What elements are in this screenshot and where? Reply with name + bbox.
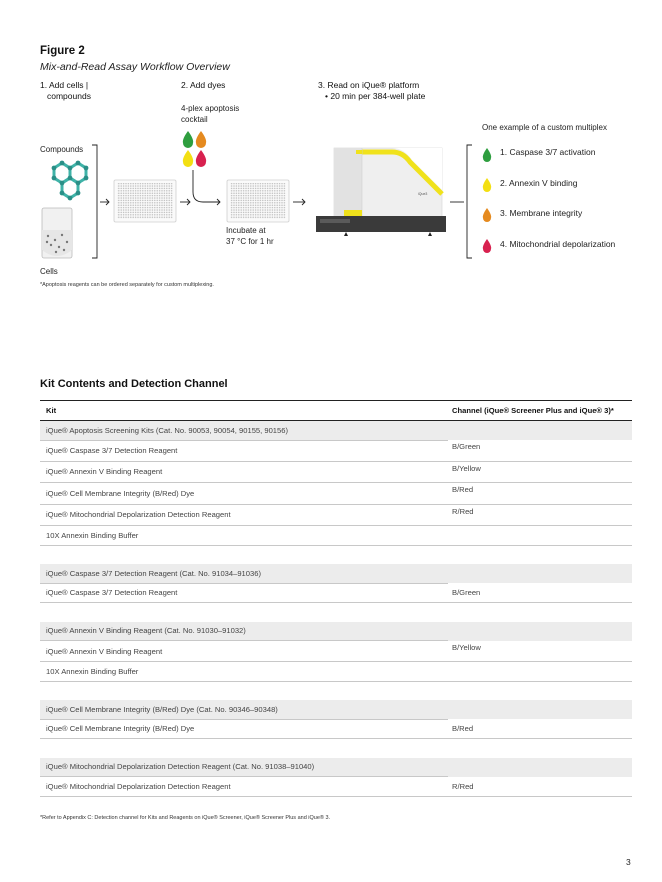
column-header-kit: Kit	[40, 401, 448, 421]
table-title: Kit Contents and Detection Channel	[40, 378, 228, 390]
cell-tube-icon	[42, 208, 72, 258]
multiplex-item-2: 2. Annexin V binding	[500, 178, 578, 188]
table-row: iQue® Annexin V Binding Reagent B/Yellow	[40, 641, 632, 662]
legend-orange-drop-icon	[483, 208, 491, 222]
ique-instrument-icon	[316, 148, 446, 236]
table-row: iQue® Cell Membrane Integrity (B/Red) Dye B/Red	[40, 719, 632, 739]
legend-yellow-drop-icon	[483, 178, 491, 192]
figure-subtitle: Mix-and-Read Assay Workflow Overview	[40, 61, 230, 73]
dye-droplets-icon	[183, 131, 206, 167]
compounds-label: Compounds	[40, 145, 84, 154]
table-row: iQue® Caspase 3/7 Detection Reagent B/Green	[40, 440, 632, 461]
table-row: iQue® Mitochondrial Depolarization Detection Reagent R/Red	[40, 777, 632, 797]
page-number: 3	[626, 857, 631, 867]
table-row: iQue® Mitochondrial Depolarization Detection Reagent R/Red	[40, 504, 632, 526]
microplate-icon	[114, 180, 176, 222]
step-2-note: 4-plex apoptosis cocktail	[181, 104, 240, 124]
table-row: iQue® Caspase 3/7 Detection Reagent B/Green	[40, 583, 632, 603]
multiplex-item-1: 1. Caspase 3/7 activation	[500, 147, 596, 157]
step-3-label: 3. Read on iQue® platform • 20 min per 384-well plate	[318, 80, 426, 101]
table-footnote: *Refer to Appendix C: Detection channel for Kits and Reagents on iQue® Screener, iQue® Screener Plus and iQue® 3.	[40, 815, 331, 821]
multiplex-item-3: 3. Membrane integrity	[500, 208, 583, 218]
column-header-channel: Channel (iQue® Screener Plus and iQue® 3)*	[448, 401, 632, 421]
table-group-row: iQue® Apoptosis Screening Kits (Cat. No. 90053, 90054, 90155, 90156)	[40, 421, 632, 441]
kit-contents-table	[40, 400, 632, 797]
instrument-brand-text: iQue3	[418, 192, 428, 196]
legend-green-drop-icon	[483, 148, 491, 162]
table-row: iQue® Annexin V Binding Reagent B/Yellow	[40, 461, 632, 483]
figure-footnote: *Apoptosis reagents can be ordered separately for custom multiplexing.	[40, 282, 214, 288]
microplate-icon	[227, 180, 289, 222]
table-row: iQue® Cell Membrane Integrity (B/Red) Dye B/Red	[40, 483, 632, 505]
table-group-row: iQue® Cell Membrane Integrity (B/Red) Dye (Cat. No. 90346–90348)	[40, 700, 632, 719]
incubate-label: Incubate at 37 °C for 1 hr	[226, 226, 274, 246]
table-row: 10X Annexin Binding Buffer	[40, 526, 632, 546]
cells-label: Cells	[40, 267, 58, 276]
table-group-row: iQue® Mitochondrial Depolarization Detection Reagent (Cat. No. 91038–91040)	[40, 758, 632, 777]
table-group-row: iQue® Caspase 3/7 Detection Reagent (Cat. No. 91034–91036)	[40, 564, 632, 583]
legend-red-drop-icon	[483, 239, 491, 253]
multiplex-item-4: 4. Mitochondrial depolarization	[500, 239, 616, 249]
table-header-row	[40, 401, 632, 421]
step-2-label: 2. Add dyes	[181, 80, 226, 90]
multiplex-heading: One example of a custom multiplex	[482, 123, 607, 132]
table-row: 10X Annexin Binding Buffer	[40, 662, 632, 682]
table-group-row: iQue® Annexin V Binding Reagent (Cat. No. 91030–91032)	[40, 622, 632, 641]
step-1-label: 1. Add cells | compounds	[40, 80, 91, 101]
figure-title: Figure 2	[40, 45, 85, 57]
